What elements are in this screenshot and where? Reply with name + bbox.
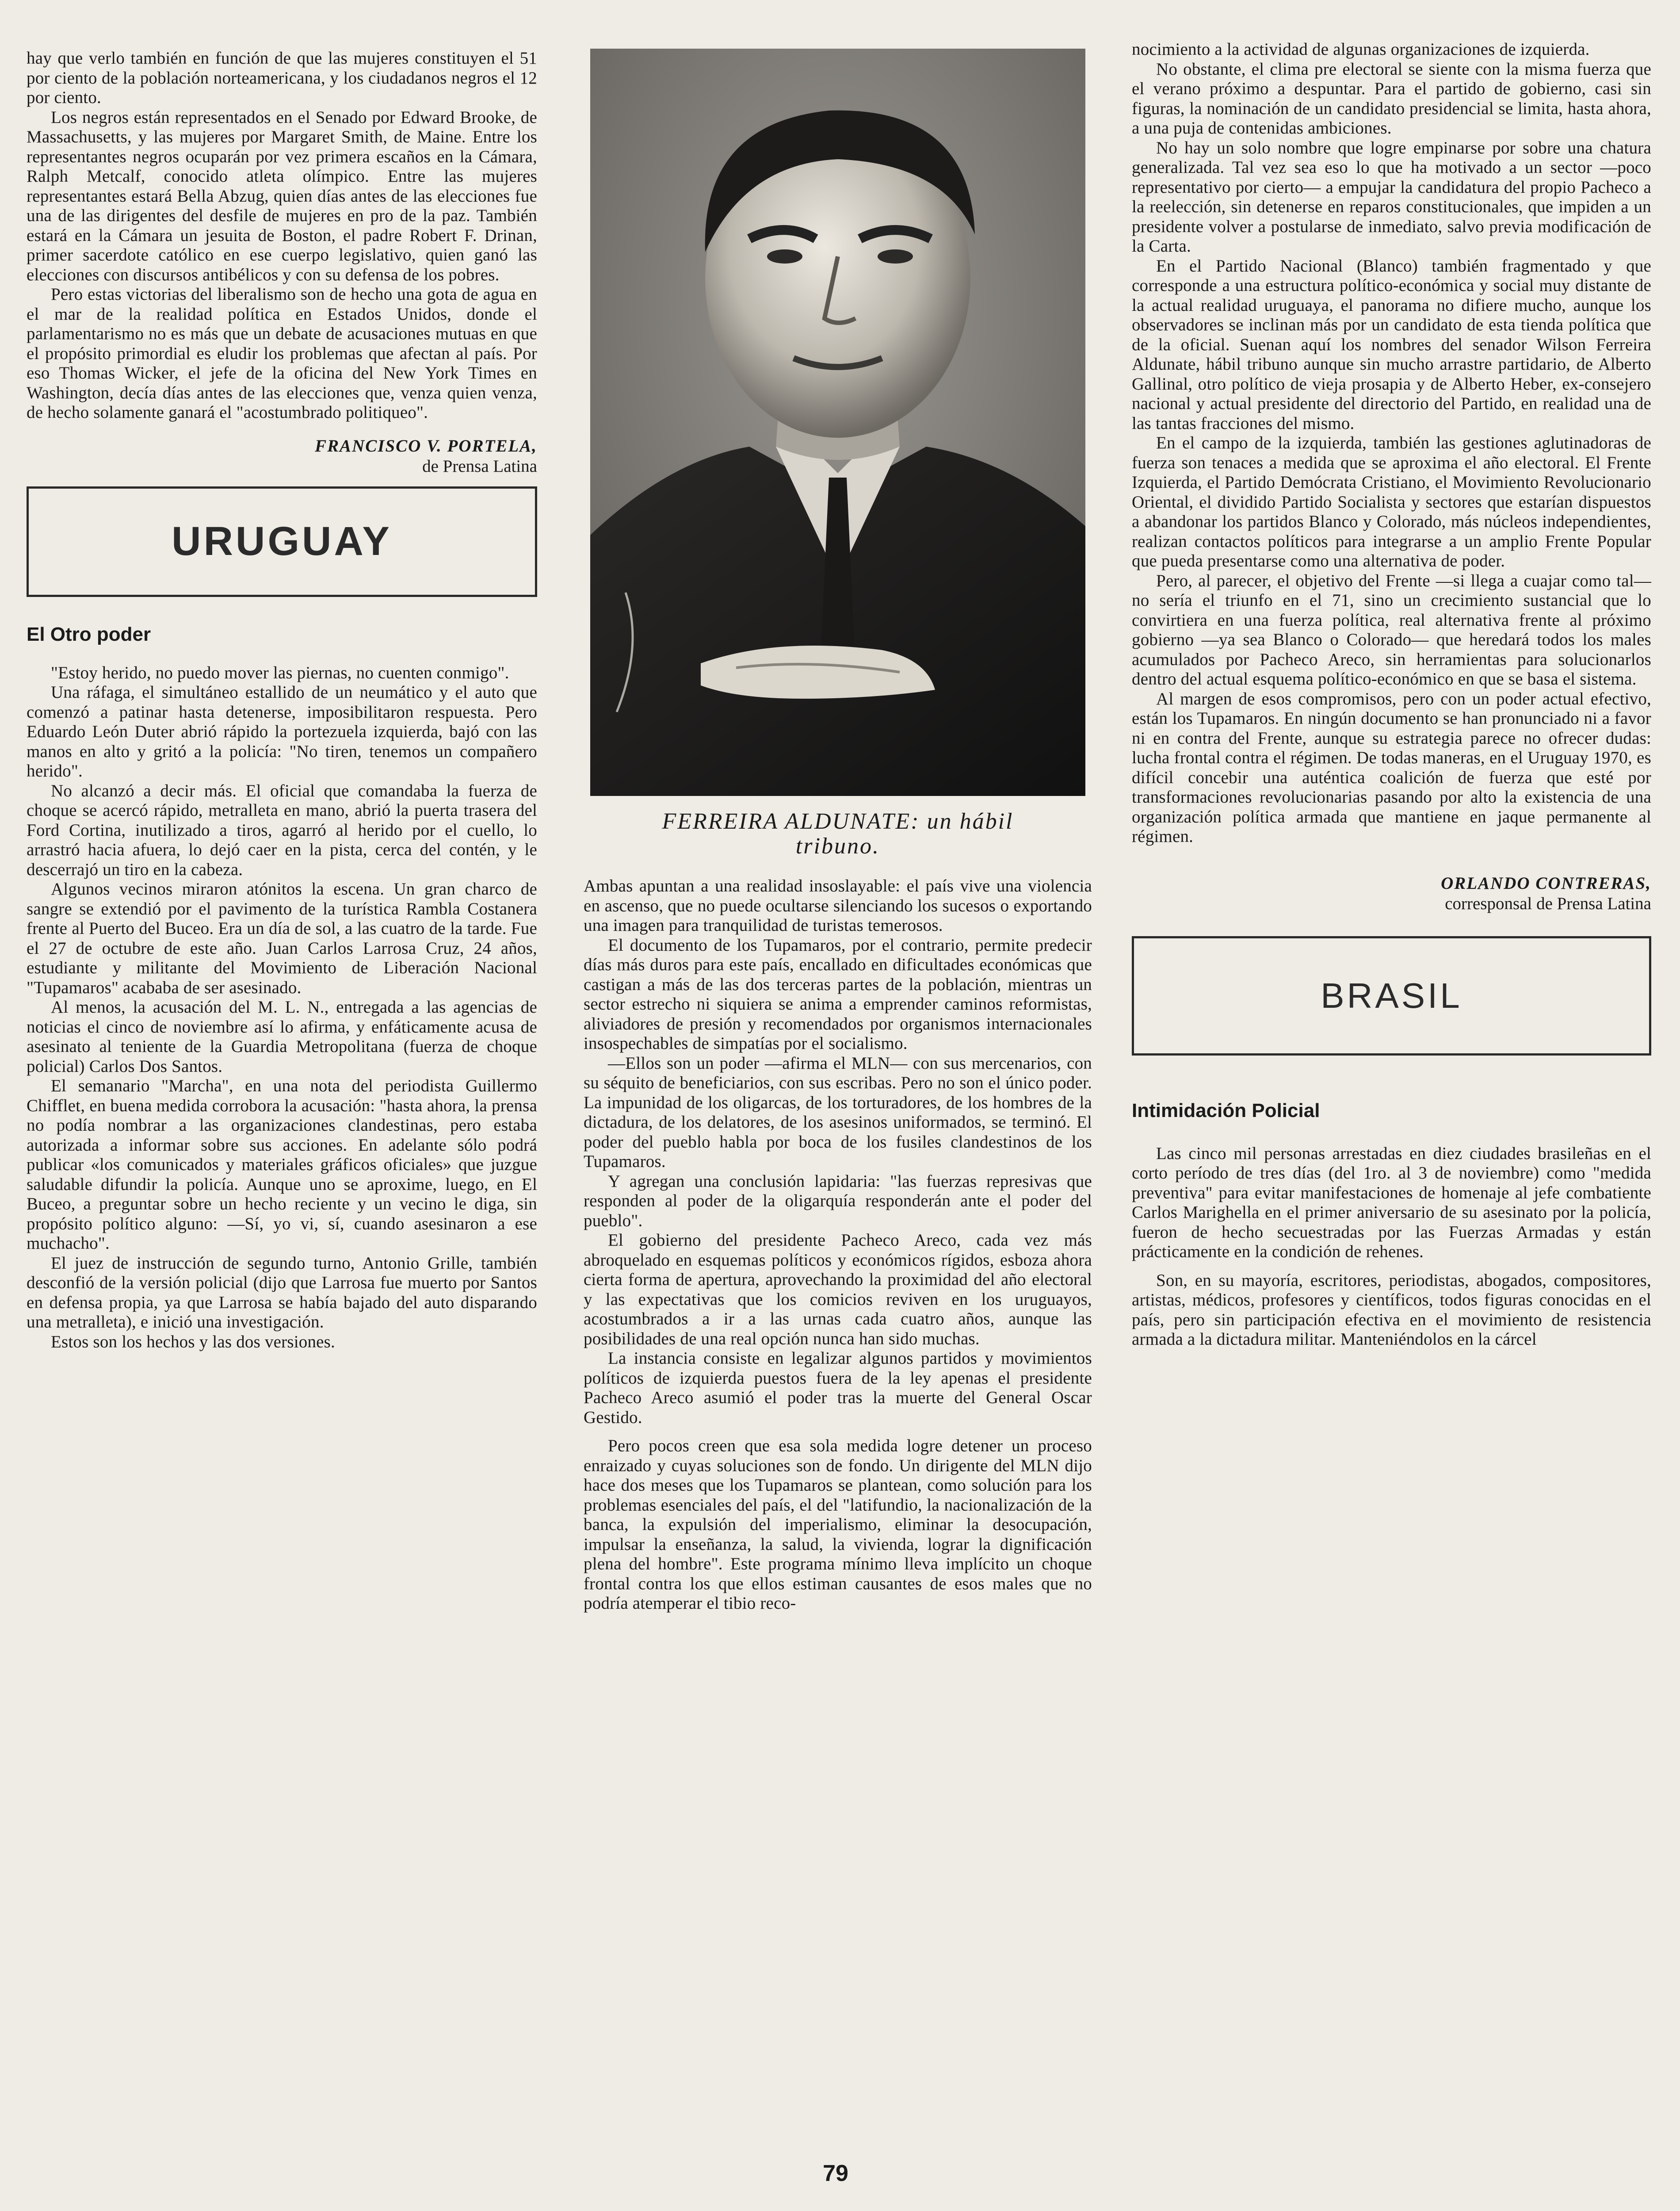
paragraph: Estos son los hechos y las dos versiones. [51,1332,335,1351]
column-left [27,49,537,1352]
subhead-otro-poder: El Otro poder [27,623,151,645]
portrait-illustration [590,49,1085,796]
paragraph: El juez de instrucción de segundo turno, Antonio Grille, también desconfió de la versión policial (dijo que Larrosa fue muerto por Santos en defensa propia, ya que Larrosa se había bajado del auto disparando una metralleta), e inició una investigación. [27,1253,537,1331]
paragraph: Una ráfaga, el simultáneo estallido de un neumático y el auto que comenzó a patinar hasta detenerse, imposibilitaron respuesta. Pero Eduardo León Duter abrió rápido la portezuela izquierda, bajó con las manos en alto y gritó a la policía: "No tiren, tenemos un compañero herido". [27,683,537,780]
paragraph: Pero, al parecer, el objetivo del Frente —si llega a cuajar como tal— no sería el triunfo en el 71, sino un crecimiento sustancial que lo convirtiera en una fuerza política, real alternativa frente al próximo gobierno —ya sea Blanco o Colorado— que heredará todos los males acumulados por Pacheco Areco, sin herramientas para solucionarlos dentro del actual esquema político-económico en que se basa el sistema. [1132,571,1651,689]
paragraph: El gobierno del presidente Pacheco Areco, cada vez más abroquelado en esquemas políticos y económicos rígidos, esboza ahora cierta forma de apertura, aprovechando la proximidad del año electoral y las expectativas que los comicios reviven en los uruguayos, acostumbrados a ir a las urnas cada cuatro años, aunque las posibilidades de una real opción nunca han sido muchas. [584,1231,1092,1348]
signature-org: de Prensa Latina [422,456,537,476]
column-right [1132,40,1651,1350]
paragraph: Los negros están representados en el Senado por Edward Brooke, de Massachusetts, y las mujeres por Margaret Smith, de Maine. Entre los representantes negros ocuparán por vez primera escaños en la Cámara, Ralph Metcalf, conocido atleta olímpico. Entre las mujeres representantes estará Bella Abzug, quien días antes de las elecciones fue una de las dirigentes del desfile de mujeres en pro de la paz. También estará en la Cámara un jesuita de Boston, el padre Robert F. Drinan, primer sacerdote católico en ese cuerpo legislativo, quien ganó las elecciones con discursos antibélicos y con su defensa de los pobres. [27,107,537,284]
paragraph: El documento de los Tupamaros, por el contrario, permite predecir días más duros para este país, encallado en dificultades económicas que castigan a más de las dos terceras partes de la población, mientras un sector estrecho ni siquiera se anima a emprender caminos reformistas, aliviadores de presión y recomendados por organismos internacionales insospechables de simpatías por el socialismo. [584,935,1092,1053]
paragraph: Al margen de esos compromisos, pero con un poder actual efectivo, están los Tupamaros. En ningún documento se han pronunciado ni a favor ni en contra del Frente, aunque su estrategia parece no ofrecer dudas: lucha frontal contra el régimen. De todas maneras, en el Uruguay 1970, es difícil concebir una auténtica coalición de fuerza que esté por transformaciones revolucionarias pasando por alto la existencia de una organización política armada que mantiene en jaque permanente al régimen. [1132,689,1651,846]
paragraph: Pero pocos creen que esa sola medida logre detener un proceso enraizado y cuyas soluciones son de fondo. Un dirigente del MLN dijo hace dos meses que los Tupamaros se plantean, como solución para los problemas esenciales del país, el del "latifundio, la nacionalización de la banca, la expulsión del imperialismo, eliminar la desocupación, impulsar la enseñanza, la salud, la vivienda, lograr la dignificación plena del hombre". Este programa mínimo lleva implícito un choque frontal contra los que ellos estiman causantes de esos males que no podría atemperar el tibio reco- [584,1436,1092,1613]
section-title-uruguay: URUGUAY [27,486,537,597]
paragraph: Al menos, la acusación del M. L. N., entregada a las agencias de noticias el cinco de noviembre así lo afirma, y enfáticamente acusa de asesinato al teniente de la Guardia Metropolitana (fuerza de choque policial) Carlos Dos Santos. [27,998,537,1076]
signature-name: ORLANDO CONTRERAS, [1441,873,1651,893]
photo-caption-line1: FERREIRA ALDUNATE: un hábil [662,809,1014,834]
paragraph: Las cinco mil personas arrestadas en diez ciudades brasileñas en el corto período de tres días (del 1ro. al 3 de noviembre) como "medida preventiva" para evitar manifestaciones de homenaje al jefe combatiente Carlos Marighella en el primer aniversario de su asesinato por la policía, fueron de hecho secuestradas por las Fuerzas Armadas y están prácticamente en la condición de rehenes. [1132,1144,1651,1261]
paragraph: El semanario "Marcha", en una nota del periodista Guillermo Chifflet, en buena medida corrobora la acusación: "hasta ahora, la prensa no podía nombrar a las organizaciones clandestinas, pero estaba autorizada a informar sobre sus acciones. En adelante sólo podrá publicar «los comunicados y materiales gráficos oficiales» que juzgue saludable difundir la policía. Aunque uno se aproxime, luego, en El Buceo, a preguntar sobre un hecho reciente y un vecino le diga, sin propósito político alguno: —Sí, yo vi, sí, cuando asesinaron a ese muchacho". [27,1076,537,1253]
page-number: 79 [823,2161,848,2186]
paragraph: No obstante, el clima pre electoral se siente con la misma fuerza que el verano próximo a despuntar. Para el partido de gobierno, casi sin figuras, la nominación de un candidato presidencial se limita, hasta ahora, a una puja de contenidas ambiciones. [1132,59,1651,138]
signature-org: corresponsal de Prensa Latina [1445,894,1651,913]
paragraph: "Estoy herido, no puedo mover las piernas, no cuenten conmigo". [51,663,509,682]
photo-caption-line2: tribuno. [795,834,880,859]
paragraph: No alcanzó a decir más. El oficial que comandaba la fuerza de choque se acercó rápido, metralleta en mano, abrió la puerta trasera del Ford Cortina, inutilizado a tiros, agarró al herido por el cuello, lo arrastró hacia afuera, lo dejó caer en la pista, cerca del contén, y le descerrajó un tiro en la cabeza. [27,781,537,879]
paragraph: En el Partido Nacional (Blanco) también fragmentado y que corresponde a una estructura político-económica y social muy distante de la actual realidad uruguaya, el panorama no difiere mucho, aunque los observadores se inclinan más por un candidato de esta tienda política que de la oficial. Suenan aquí los nombres del senador Wilson Ferreira Aldunate, hábil tribuno aunque sin mucho arrastre partidario, de Alberto Gallinal, otro político de vieja prosapia y de Alberto Heber, ex-consejero nacional y actual presidente del directorio del Partido, en realidad una de las tantas fracciones del mismo. [1132,256,1651,433]
paragraph: Son, en su mayoría, escritores, periodistas, abogados, compositores, artistas, médicos, profesores y científicos, todos figuras conocidas en el país, pero sin participación efectiva en el movimiento de resistencia armada a la dictadura militar. Manteniéndolos en la cárcel [1132,1270,1651,1349]
paragraph: Ambas apuntan a una realidad insoslayable: el país vive una violencia en ascenso, que no puede ocultarse silenciando los sucesos o exportando una imagen para tranquilidad de turistas temerosos. [584,876,1092,935]
paragraph: Algunos vecinos miraron atónitos la escena. Un gran charco de sangre se extendió por el pavimento de la turística Rambla Costanera frente al Puerto del Buceo. Era un día de sol, a las cuatro de la tarde. Fue el 27 de octubre de este año. Juan Carlos Larrosa Cruz, 24 años, estudiante y militante del Movimiento de Liberación Nacional "Tupamaros" acababa de ser asesinado. [27,880,537,997]
column-middle [584,49,1092,1614]
paragraph: Y agregan una conclusión lapidaria: "las fuerzas represivas que responden al poder de la oligarquía responderán ante el poder del pueblo". [584,1171,1092,1230]
paragraph: Pero estas victorias del liberalismo son de hecho una gota de agua en el mar de la realidad política en Estados Unidos, donde el parlamentarismo no es más que un debate de acusaciones mutuas en que el propósito primordial es eludir los problemas que afectan al país. Por eso Thomas Wicker, el jefe de la oficina del New York Times en Washington, decía días antes de las elecciones que, venza quien venza, de hecho solamente ganará el "acostumbrado politiqueo". [27,285,537,422]
portrait-photo [590,49,1085,796]
paragraph: nocimiento a la actividad de algunas organizaciones de izquierda. [1132,40,1590,59]
subhead-intimidacion-policial: Intimidación Policial [1132,1099,1320,1121]
paragraph: En el campo de la izquierda, también las gestiones aglutinadoras de fuerza son tenaces a medida que se aproxima el año electoral. El Frente Izquierda, el Partido Demócrata Cristiano, el Movimiento Revolucionario Oriental, el dividido Partido Socialista y sectores que estarían dispuestos a abandonar los partidos Blanco y Colorado, más núcleos independientes, realizan contactos políticos para integrarse a un amplio Frente Popular que pueda presentarse como una alternativa de poder. [1132,433,1651,570]
paragraph: No hay un solo nombre que logre empinarse por sobre una chatura generalizada. Tal vez sea eso lo que ha motivado a un sector —poco representativo por cierto— a empujar la candidatura del propio Pacheco a la reelección, sin detenerse en reparos constitucionales, que impiden a un presidente volver a postularse de inmediato, salvo previa modificación de la Carta. [1132,138,1651,256]
paragraph: La instancia consiste en legalizar algunos partidos y movimientos políticos de izquierda puestos fuera de la ley apenas el presidente Pacheco Areco asumió el poder tras la muerte del General Oscar Gestido. [584,1349,1092,1427]
paragraph: —Ellos son un poder —afirma el MLN— con sus mercenarios, con su séquito de beneficiarios, con sus escribas. Pero no son el único poder. La impunidad de los oligarcas, de los torturadores, de los hombres de la dictadura, de los delatores, de los asesinos uniformados, se terminó. El poder del pueblo habla por boca de los fusiles clandestinos de los Tupamaros. [584,1053,1092,1171]
section-title-brasil: BRASIL [1132,936,1651,1056]
signature-name: FRANCISCO V. PORTELA, [315,436,537,455]
paragraph: hay que verlo también en función de que las mujeres constituyen el 51 por ciento de la población norteamericana, y los ciudadanos negros el 12 por ciento. [27,49,537,107]
